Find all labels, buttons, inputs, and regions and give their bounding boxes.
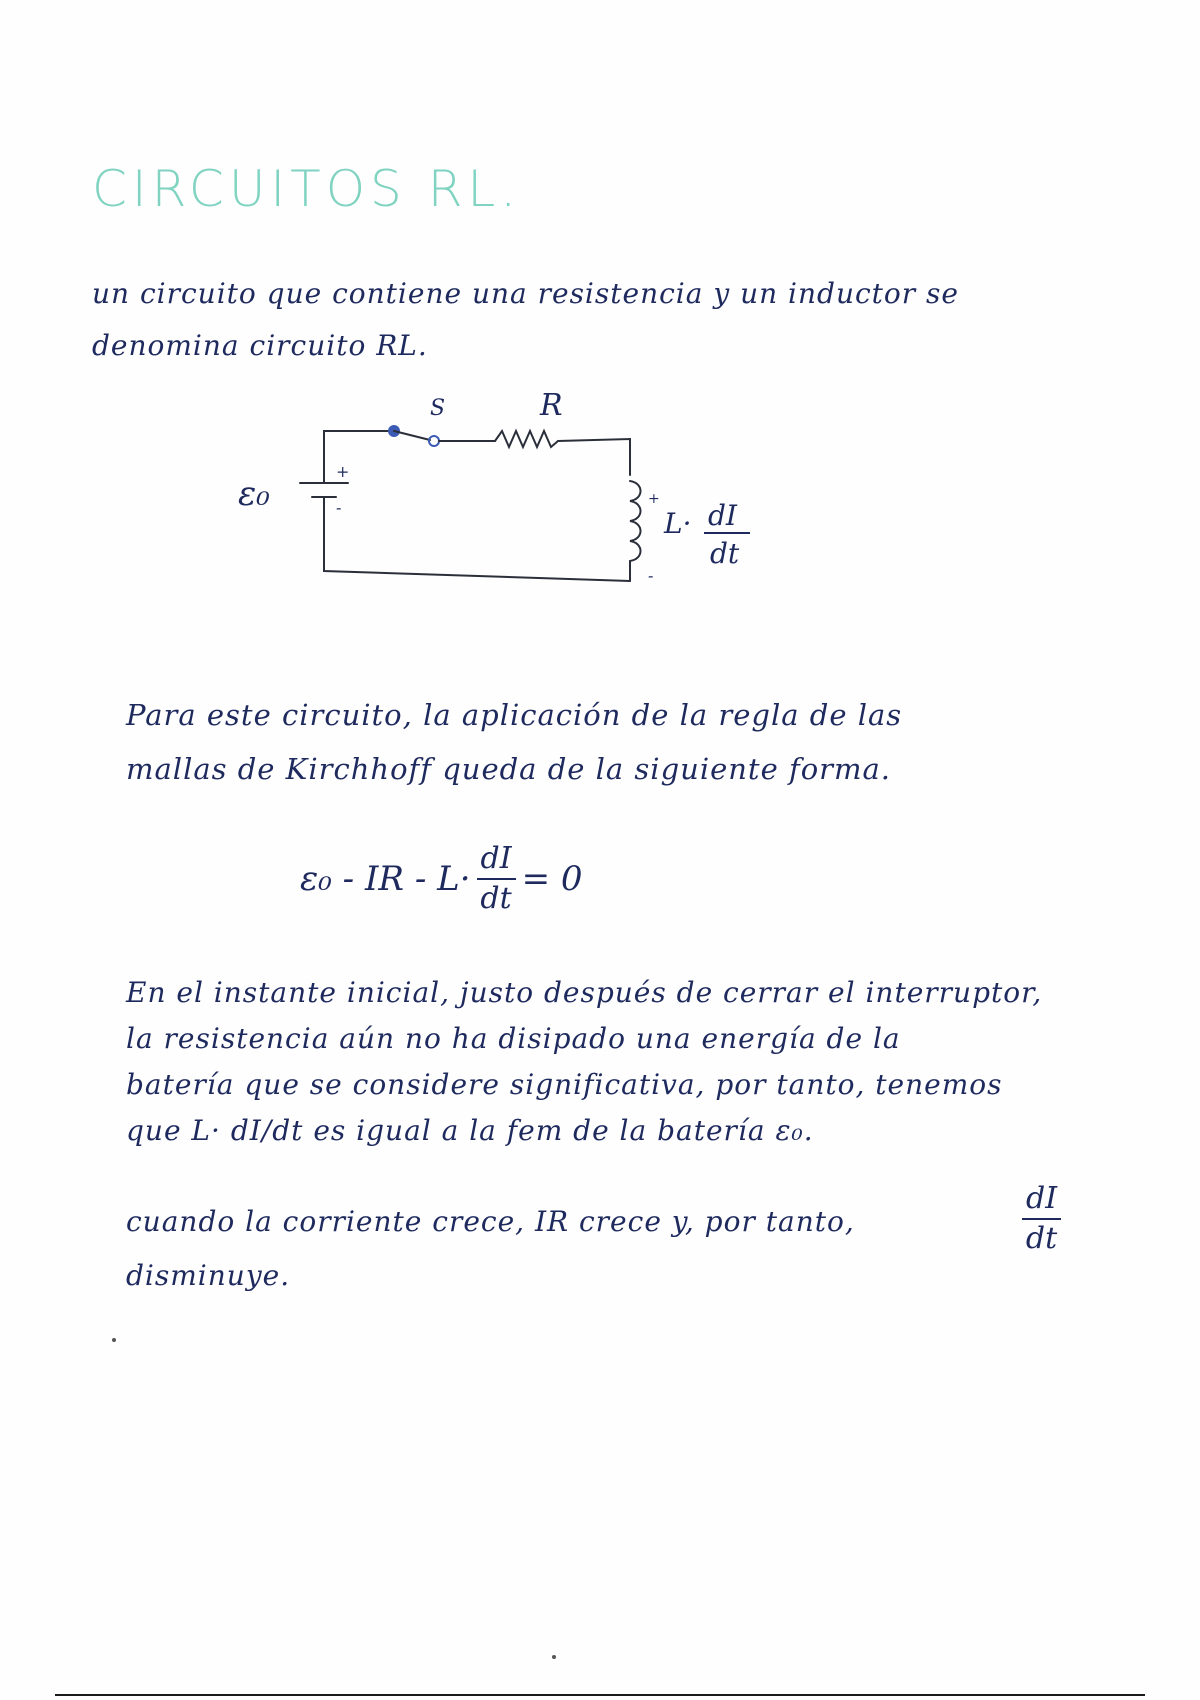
equation-lhs: ε₀ - IR - L·: [300, 859, 471, 899]
kirchhoff-line-1: Para este circuito, la aplicación de la regla de las: [126, 698, 903, 732]
current-paragraph: [126, 1195, 855, 1303]
resistor-label: R: [540, 388, 563, 423]
initial-line-3: batería que se considere significativa, por tanto, tenemos: [126, 1068, 1003, 1101]
intro-line-1: un circuito que contiene una resistencia y un inductor se: [92, 277, 959, 310]
rl-circuit-diagram: [230, 385, 790, 630]
equation-fraction: [477, 840, 516, 918]
inductor-plus-sign: +: [648, 491, 660, 507]
kirchhoff-equation: [300, 840, 583, 918]
stray-dot-left: [112, 1338, 116, 1342]
current-line-2: disminuye.: [126, 1259, 291, 1292]
switch-contact-right: [429, 436, 439, 446]
stray-dot-bottom: [552, 1655, 556, 1659]
current-line-1: cuando la corriente crece, IR crece y, por tanto,: [126, 1205, 855, 1238]
battery-plus-sign: +: [336, 462, 350, 481]
intro-paragraph: [92, 268, 959, 372]
initial-line-2: la resistencia aún no ha disipado una energía de la: [126, 1022, 901, 1055]
initial-line-4: que L· dI/dt es igual a la fem de la batería ε₀.: [126, 1114, 814, 1147]
switch-lever: [394, 431, 430, 440]
initial-line-1: En el instante inicial, justo después de cerrar el interruptor,: [126, 976, 1043, 1009]
current-fraction-numerator: dI: [1022, 1180, 1061, 1220]
wire-top-right: [558, 439, 630, 475]
wire-top-left: [324, 431, 390, 475]
inductor-symbol: [630, 481, 641, 561]
page-title: CIRCUITOS RL.: [92, 160, 522, 218]
battery-minus-sign: -: [336, 498, 342, 517]
current-fraction-denominator: dt: [1025, 1221, 1058, 1256]
source-label: ε₀: [238, 474, 270, 514]
inductor-label: L·: [664, 507, 692, 540]
inductor-minus-sign: -: [648, 566, 654, 585]
current-fraction: [1022, 1180, 1061, 1258]
inductor-fraction-denominator: dt: [710, 537, 740, 570]
equation-rhs: = 0: [521, 859, 583, 899]
initial-instant-paragraph: [126, 970, 1042, 1154]
page-bottom-rule: [55, 1694, 1145, 1696]
inductor-fraction-numerator: dI: [708, 499, 737, 532]
kirchhoff-line-2: mallas de Kirchhoff queda de la siguiente forma.: [126, 752, 892, 786]
switch-label: S: [430, 396, 446, 421]
equation-numerator: dI: [477, 840, 516, 880]
resistor-symbol: [495, 431, 558, 447]
intro-line-2: denomina circuito RL.: [92, 329, 428, 362]
wire-bottom: [324, 513, 630, 581]
kirchhoff-paragraph: [126, 688, 902, 796]
equation-denominator: dt: [480, 881, 512, 916]
